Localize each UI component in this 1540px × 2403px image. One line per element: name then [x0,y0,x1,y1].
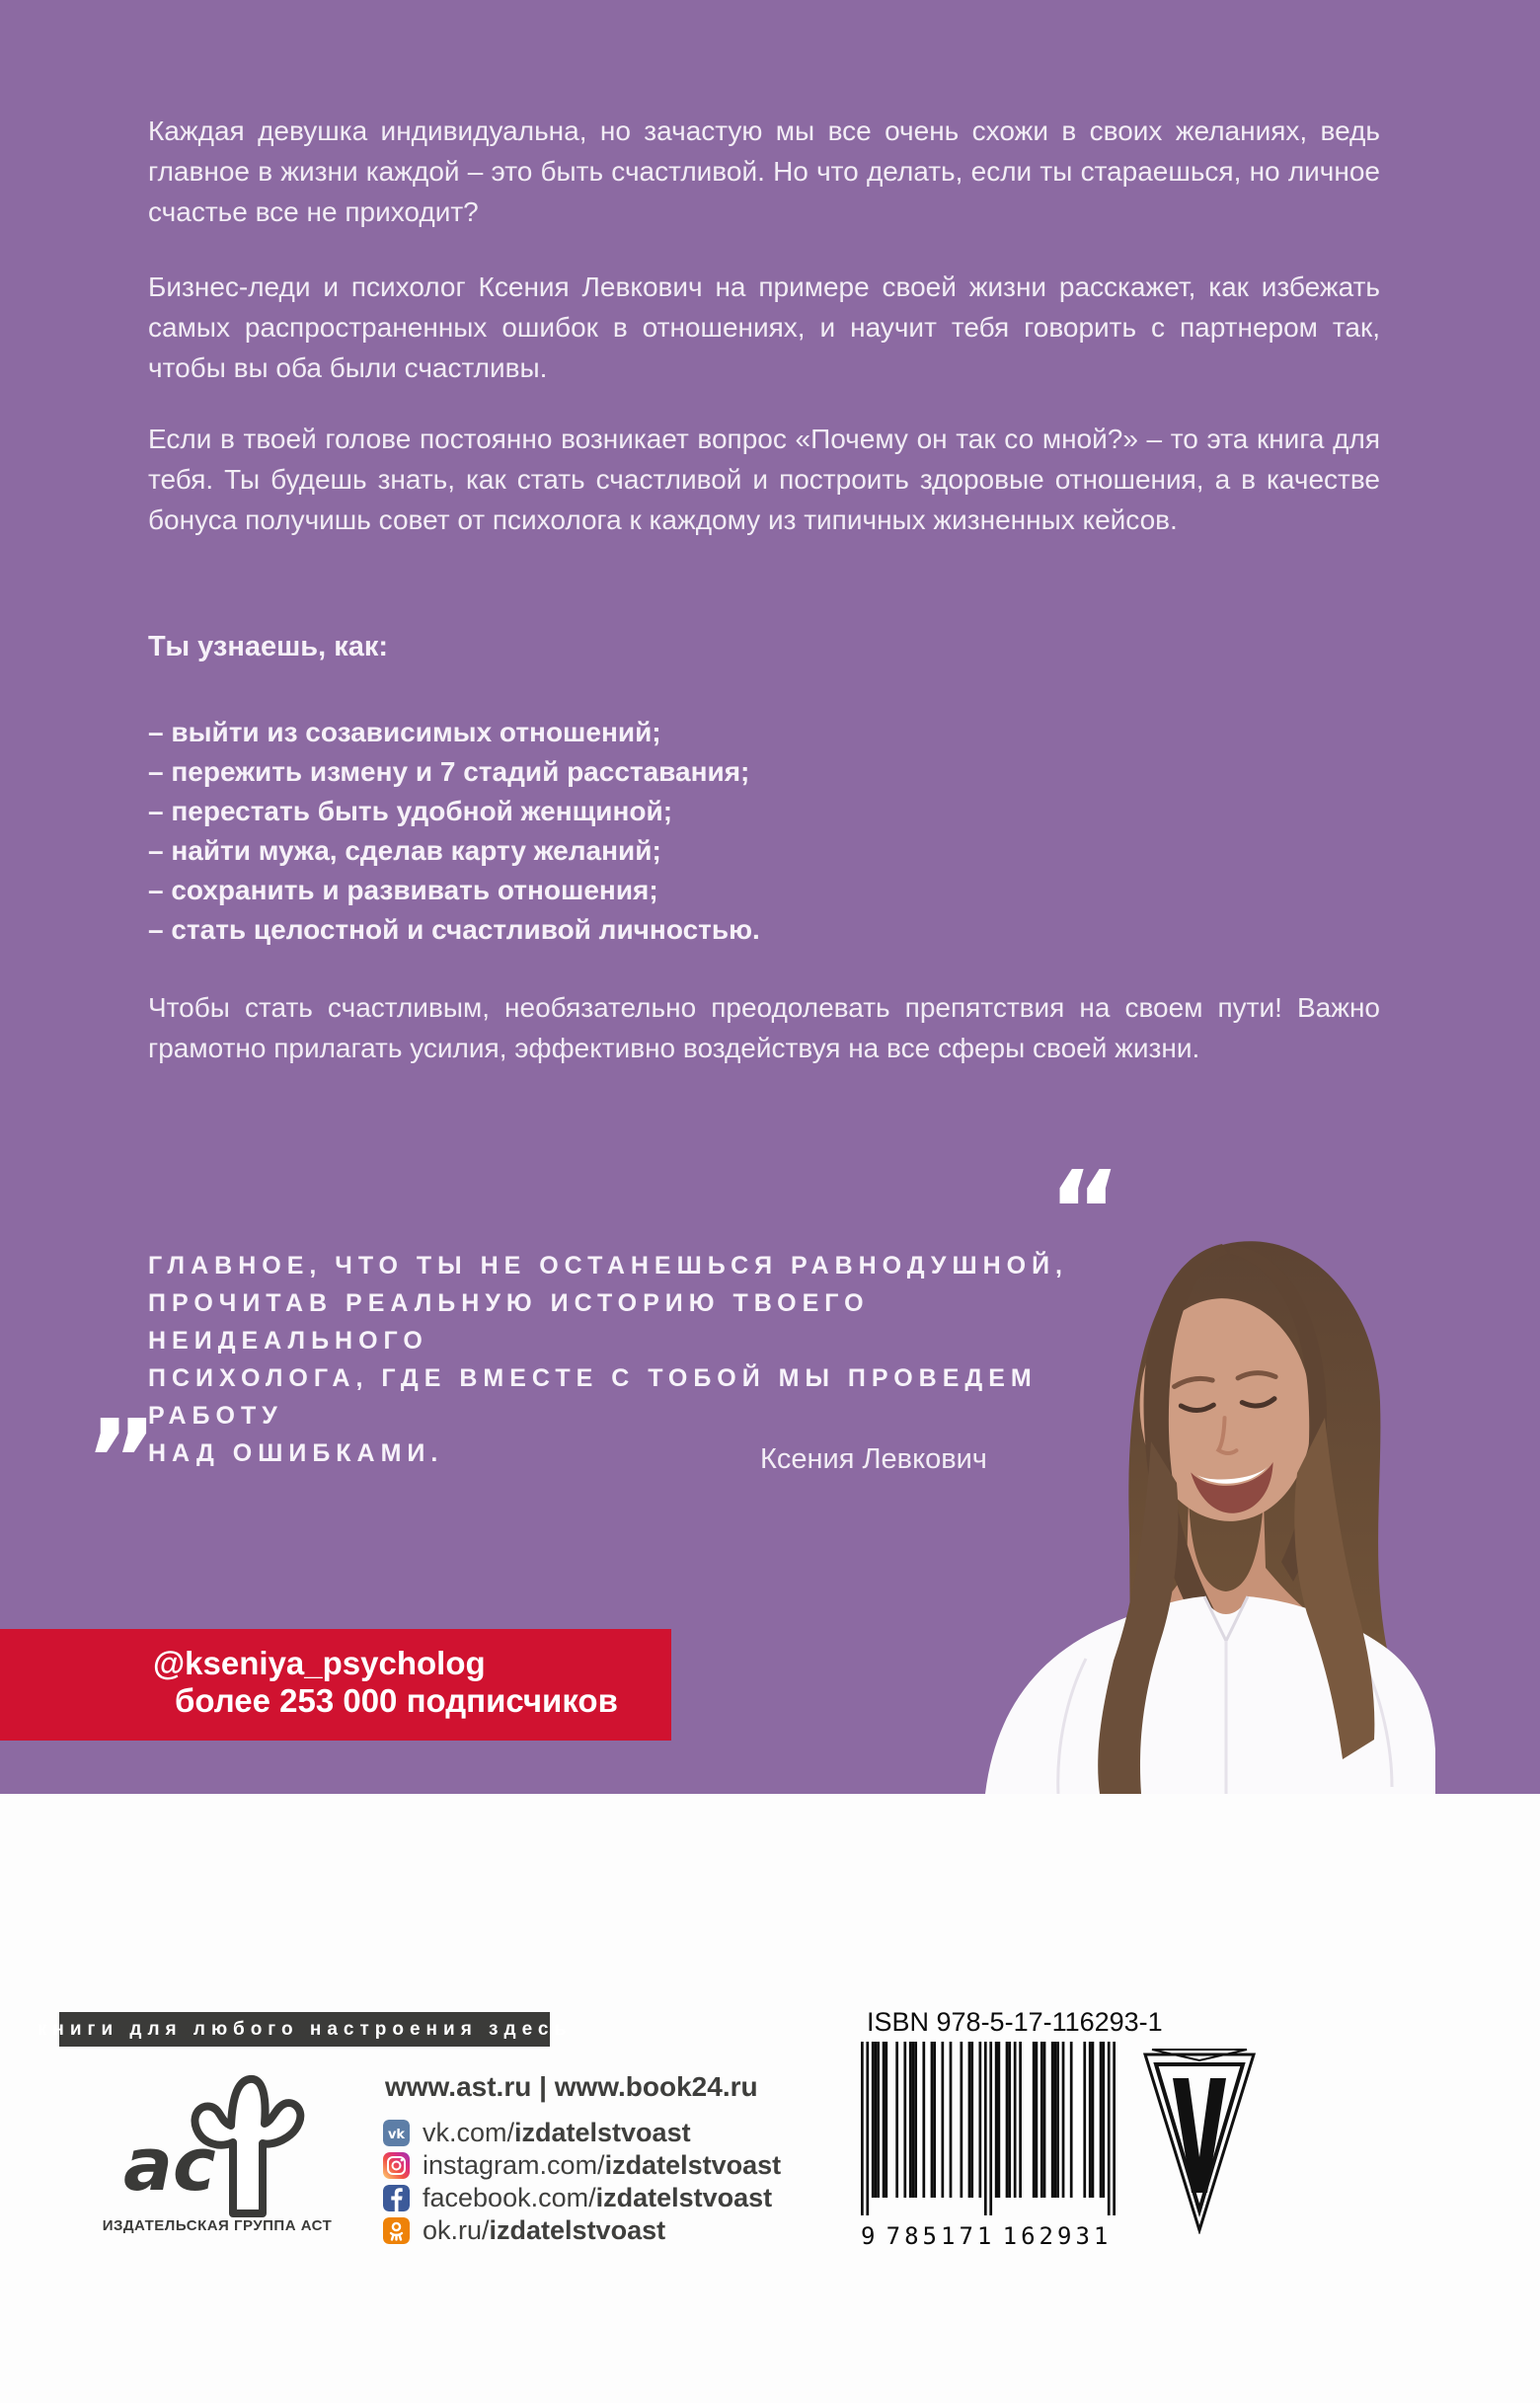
list-heading: Ты узнаешь, как: [148,631,389,662]
barcode-digit-group: 162931 [1002,2222,1113,2250]
quote-line: НАД ОШИБКАМИ. [148,1439,444,1467]
social-link-label: vk.com/izdatelstvoast [423,2118,691,2147]
ok-icon [383,2217,410,2244]
ean13-barcode [861,2042,1116,2250]
instagram-badge [0,1629,671,1741]
slogan-bar [37,2012,573,2047]
social-links [383,2117,781,2247]
quote-line: ПСИХОЛОГА, ГДЕ ВМЕСТЕ С ТОБОЙ МЫ ПРОВЕДЕМ РАБОТУ [148,1364,1038,1430]
isbn-text: ISBN 978-5-17-116293-1 [867,2007,1163,2037]
list-item: – найти мужа, сделав карту желаний; [148,835,661,866]
list-item: – выйти из созависимых отношений; [148,717,661,747]
v-imprint-logo [1143,2047,1256,2234]
vk-icon [383,2120,410,2146]
close-quote-icon: ” [85,1397,158,1525]
social-row-facebook [383,2182,781,2214]
barcode-digit-group: 9 [861,2222,876,2250]
open-quote-icon: “ [1048,1148,1121,1277]
social-link-label: instagram.com/izdatelstvoast [423,2150,782,2180]
synopsis-paragraph-2: Бизнес-леди и психолог Ксения Левкович на примере своей жизни расскажет, как избежать самых распространенных ошибок в отношениях, и научит тебя говорить с партнером так, чтобы вы оба были счастливы. [148,271,1380,383]
svg-text:vk: vk [387,2128,406,2142]
synopsis-paragraph-3: Если в твоей голове постоянно возникает вопрос «Почему он так со мной?» – то эта книга для тебя. Ты будешь знать, как стать счастливой и построить здоровые отношения, а в качестве бонуса получишь совет от психолога к каждому из типичных жизненных кейсов. [148,424,1380,535]
list-item: – перестать быть удобной женщиной; [148,796,673,826]
facebook-icon [383,2185,410,2211]
followers-count: более 253 000 подписчиков [175,1682,618,1719]
list-item: – пережить измену и 7 стадий расставания; [148,756,750,787]
social-row-vk [383,2117,781,2149]
instagram-icon [383,2152,410,2179]
barcode-bars [861,2042,1116,2215]
ast-logo-letters: ас [123,2123,216,2208]
list-item: – стать целостной и счастливой личностью. [148,914,760,945]
social-link-label: ok.ru/izdatelstvoast [423,2215,666,2245]
author-signature: Ксения Левкович [760,1443,987,1475]
list-item: – сохранить и развивать отношения; [148,875,658,905]
publisher-footer [0,1794,1540,2403]
social-link-label: facebook.com/izdatelstvoast [423,2183,773,2212]
quote-line: ГЛАВНОЕ, ЧТО ТЫ НЕ ОСТАНЕШЬСЯ РАВНОДУШНОЙ, [148,1252,1068,1279]
benefits-list [148,713,760,950]
social-row-instagram [383,2149,781,2182]
synopsis-paragraph-4: Чтобы стать счастливым, необязательно преодолевать препятствия на своем пути! Важно грамотно прилагать усилия, эффективно воздействуя на все сферы своей жизни. [148,992,1380,1063]
author-photo [967,1106,1540,1794]
barcode-digits [861,2222,1116,2250]
author-quote [148,1247,1096,1472]
synopsis-paragraph-1: Каждая девушка индивидуальна, но зачастую мы все очень схожи в своих желаниях, ведь главное в жизни каждой – это быть счастливой. Но что делать, если ты стараешься, но личное счастье все не приходит? [148,116,1380,227]
quote-line: ПРОЧИТАВ РЕАЛЬНУЮ ИСТОРИЮ ТВОЕГО НЕИДЕАЛЬНОГО [148,1289,870,1355]
slogan-text: книги для любого настроения здесь [37,2018,573,2040]
social-row-ok [383,2214,781,2247]
publisher-websites: www.ast.ru | www.book24.ru [385,2071,758,2102]
publisher-caption: ИЗДАТЕЛЬСКАЯ ГРУППА АСТ [102,2217,333,2234]
instagram-handle: @kseniya_psycholog [153,1645,486,1681]
barcode-digit-group: 785171 [886,2222,996,2250]
ast-publisher-logo [94,2063,341,2221]
